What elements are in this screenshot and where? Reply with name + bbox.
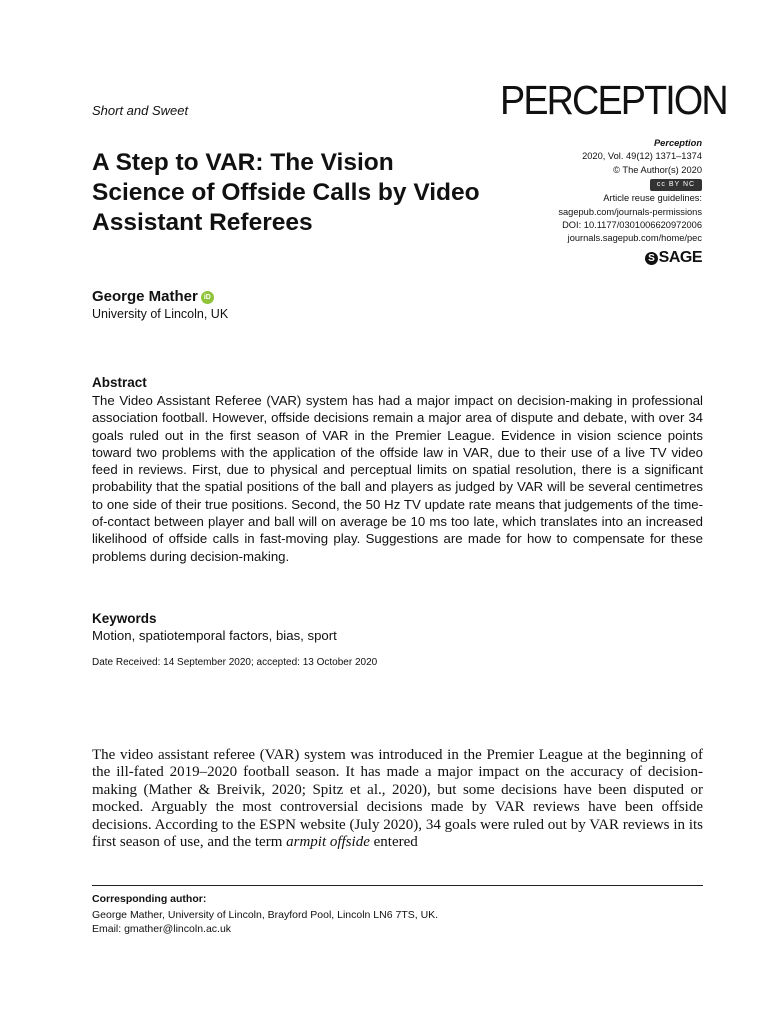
doi[interactable]: DOI: 10.1177/0301006620972006 <box>562 220 702 231</box>
keywords-text: Motion, spatiotemporal factors, bias, sport <box>92 628 337 643</box>
journal-home-link[interactable]: journals.sagepub.com/home/pec <box>567 233 702 244</box>
corresponding-author-heading: Corresponding author: <box>92 893 207 905</box>
sage-logo-icon: S <box>645 252 658 265</box>
cc-license-icon: cc BY NC <box>650 179 702 191</box>
affiliation: University of Lincoln, UK <box>92 307 229 321</box>
article-title: A Step to VAR: The Vision Science of Offside Calls by Video Assistant Referees <box>92 149 480 236</box>
author-name: George Mather iD <box>92 288 214 305</box>
keywords-heading: Keywords <box>92 611 157 626</box>
abstract-text: The Video Assistant Referee (VAR) system has had a major impact on decision-making in professional association football. However, offside decisions remain a major area of dispute and debate, with over 34 goals ruled out in the first season of VAR in the Premier League. Evidence in vision science points toward two problems with the application of the offside law in VAR, due to their use of a live TV video feed in reviews. First, due to physical and perceptual limits on spatial resolution, there is a significant probability that the spatial positions of the ball and players as judged by VAR will be several centimetres to one side of their true positions. Second, the 50 Hz TV update rate means that judgements of the time-of-contact between player and ball will on average be 10 ms too late, which translates into an increased likelihood of offside calls in fast-moving play. Suggestions are made for how to compensate for these problems during decision-making. <box>92 393 703 564</box>
abstract-heading: Abstract <box>92 375 147 390</box>
orcid-icon[interactable]: iD <box>201 291 214 304</box>
italic-term: armpit offside <box>286 834 370 851</box>
journal-logo: PERCEPTION <box>500 77 727 123</box>
publisher-logo: S SAGE <box>472 249 702 267</box>
reuse-link[interactable]: sagepub.com/journals-permissions <box>558 206 702 217</box>
copyright: © The Author(s) 2020 <box>613 164 702 175</box>
footnote-divider <box>92 885 703 886</box>
corresponding-email[interactable]: Email: gmather@lincoln.ac.uk <box>92 923 232 935</box>
body-paragraph: The video assistant referee (VAR) system was introduced in the Premier League at the beginning of the ill-fated 2019–2020 football season. It has made a major impact on the accuracy of decision-making (Mather & Breivik, 2020; Spitz et al., 2020), but some decisions have been disputed or mocked. Arguably the most controversial decisions made by VAR reviews have been offside decisions. According to the ESPN website (July 2020), 34 goals were ruled out by VAR reviews in its first season of use, and the term armpit offside entered <box>92 747 703 851</box>
reuse-label: Article reuse guidelines: <box>603 193 702 204</box>
citation: 2020, Vol. 49(12) 1371–1374 <box>582 151 702 162</box>
article-metadata <box>472 137 702 267</box>
corresponding-address: George Mather, University of Lincoln, Brayford Pool, Lincoln LN6 7TS, UK. <box>92 909 439 921</box>
section-label: Short and Sweet <box>92 103 189 118</box>
received-dates: Date Received: 14 September 2020; accepted: 13 October 2020 <box>92 657 378 668</box>
journal-name: Perception <box>653 138 702 148</box>
